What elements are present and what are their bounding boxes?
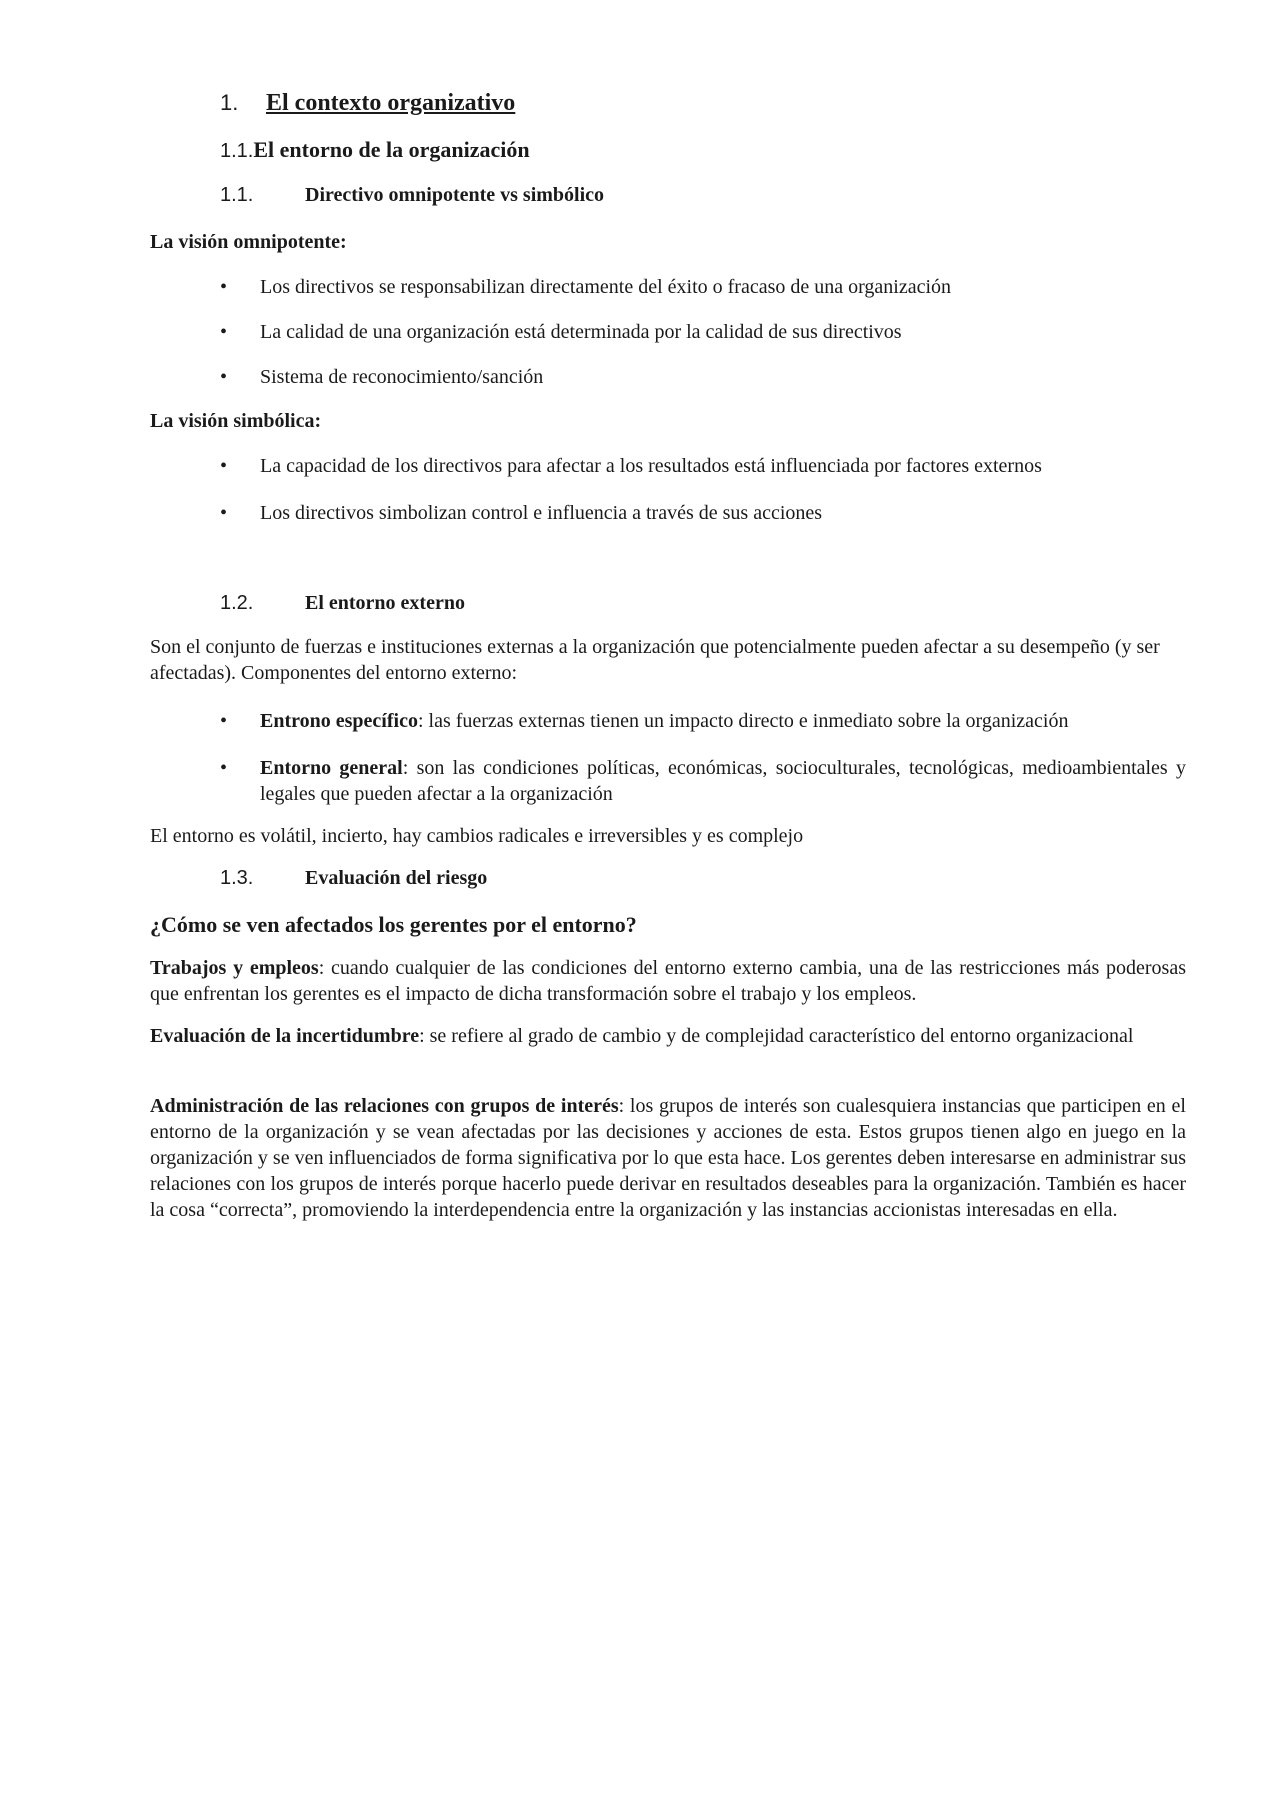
- list-item-text: Sistema de reconocimiento/sanción: [260, 366, 544, 388]
- externo-closing: El entorno es volátil, incierto, hay cambios radicales e irreversibles y es complejo: [150, 825, 804, 847]
- paragraph-text: : se refiere al grado de cambio y de complejidad característico del entorno organizacional: [419, 1025, 1134, 1047]
- heading-1-2-title: El entorno externo: [305, 592, 465, 614]
- list-item-desc: : las fuerzas externas tienen un impacto directo e inmediato sobre la organización: [417, 710, 1069, 732]
- bullet-icon: •: [220, 276, 228, 298]
- list-item-desc: : son las condiciones políticas, económicas, socioculturales, tecnológicas, medioambientales y legales que pueden afectar a la organización: [260, 757, 1187, 805]
- paragraph: [150, 1023, 1186, 1049]
- simbolica-label: La visión simbólica:: [150, 410, 322, 432]
- heading-1-1: [220, 137, 530, 163]
- paragraph-text: : cuando cualquier de las condiciones del entorno externo cambia, una de las restricciones más poderosas que enfrentan los gerentes es el impacto de dicha transformación sobre el trabajo y los empleos.: [150, 957, 1186, 1005]
- heading-1-title: El contexto organizativo: [266, 90, 516, 116]
- bullet-icon: •: [220, 710, 228, 732]
- list-item-text: Los directivos se responsabilizan directamente del éxito o fracaso de una organización: [260, 276, 952, 298]
- list-item-text: La capacidad de los directivos para afectar a los resultados está influenciada por factores externos: [260, 455, 1042, 477]
- list-item-text: La calidad de una organización está determinada por la calidad de sus directivos: [260, 321, 902, 343]
- bullet-icon: •: [220, 366, 228, 388]
- heading-1: [220, 90, 515, 117]
- list-item-term: Entorno general: [260, 757, 403, 779]
- bullet-icon: •: [220, 321, 228, 343]
- paragraph-text: : los grupos de interés son cualesquiera instancias que participen en el entorno de la organización y se vean afectadas por las decisiones y acciones de esta. Estos grupos tienen algo en juego en la organización y se ven influenciados de forma significativa por lo que esta hace. Los gerentes deben interesarse en administrar sus relaciones con los grupos de interés porque hacerlo puede derivar en resultados deseables para la organización. También es hacer la cosa “correcta”, promoviendo la interdependencia entre la organización y las instancias accionistas interesadas en ella.: [150, 1095, 1186, 1221]
- heading-1-1-sub-number: 1.1.: [220, 184, 254, 206]
- heading-1-3-number: 1.3.: [220, 867, 254, 889]
- heading-1-3-title: Evaluación del riesgo: [305, 867, 488, 889]
- paragraph-term: Trabajos y empleos: [150, 957, 319, 979]
- paragraph-term: Evaluación de la incertidumbre: [150, 1025, 420, 1047]
- list-item-text: Los directivos simbolizan control e influencia a través de sus acciones: [260, 502, 823, 524]
- heading-1-3: [220, 867, 487, 890]
- bullet-icon: •: [220, 757, 228, 779]
- heading-1-2-number: 1.2.: [220, 592, 254, 614]
- heading-1-2: [220, 592, 465, 615]
- heading-1-number: 1.: [220, 90, 239, 115]
- section-question: ¿Cómo se ven afectados los gerentes por el entorno?: [150, 912, 637, 937]
- list-item-text: [260, 708, 1186, 734]
- paragraph-term: Administración de las relaciones con grupos de interés: [150, 1095, 619, 1117]
- heading-1-1-sub: [220, 184, 604, 207]
- heading-1-1-title: El entorno de la organización: [253, 137, 530, 162]
- bullet-icon: •: [220, 455, 228, 477]
- paragraph: [150, 1093, 1186, 1223]
- bullet-icon: •: [220, 502, 228, 524]
- heading-1-1-sub-title: Directivo omnipotente vs simbólico: [305, 184, 605, 206]
- omnipotente-label: La visión omnipotente:: [150, 231, 347, 253]
- list-item-text: [260, 755, 1186, 807]
- paragraph: [150, 955, 1186, 1007]
- list-item-term: Entrono específico: [260, 710, 418, 732]
- heading-1-1-number: 1.1.: [220, 140, 254, 162]
- externo-intro: Son el conjunto de fuerzas e instituciones externas a la organización que potencialmente pueden afectar a su desempeño (y ser afectadas). Componentes del entorno externo:: [150, 636, 1160, 684]
